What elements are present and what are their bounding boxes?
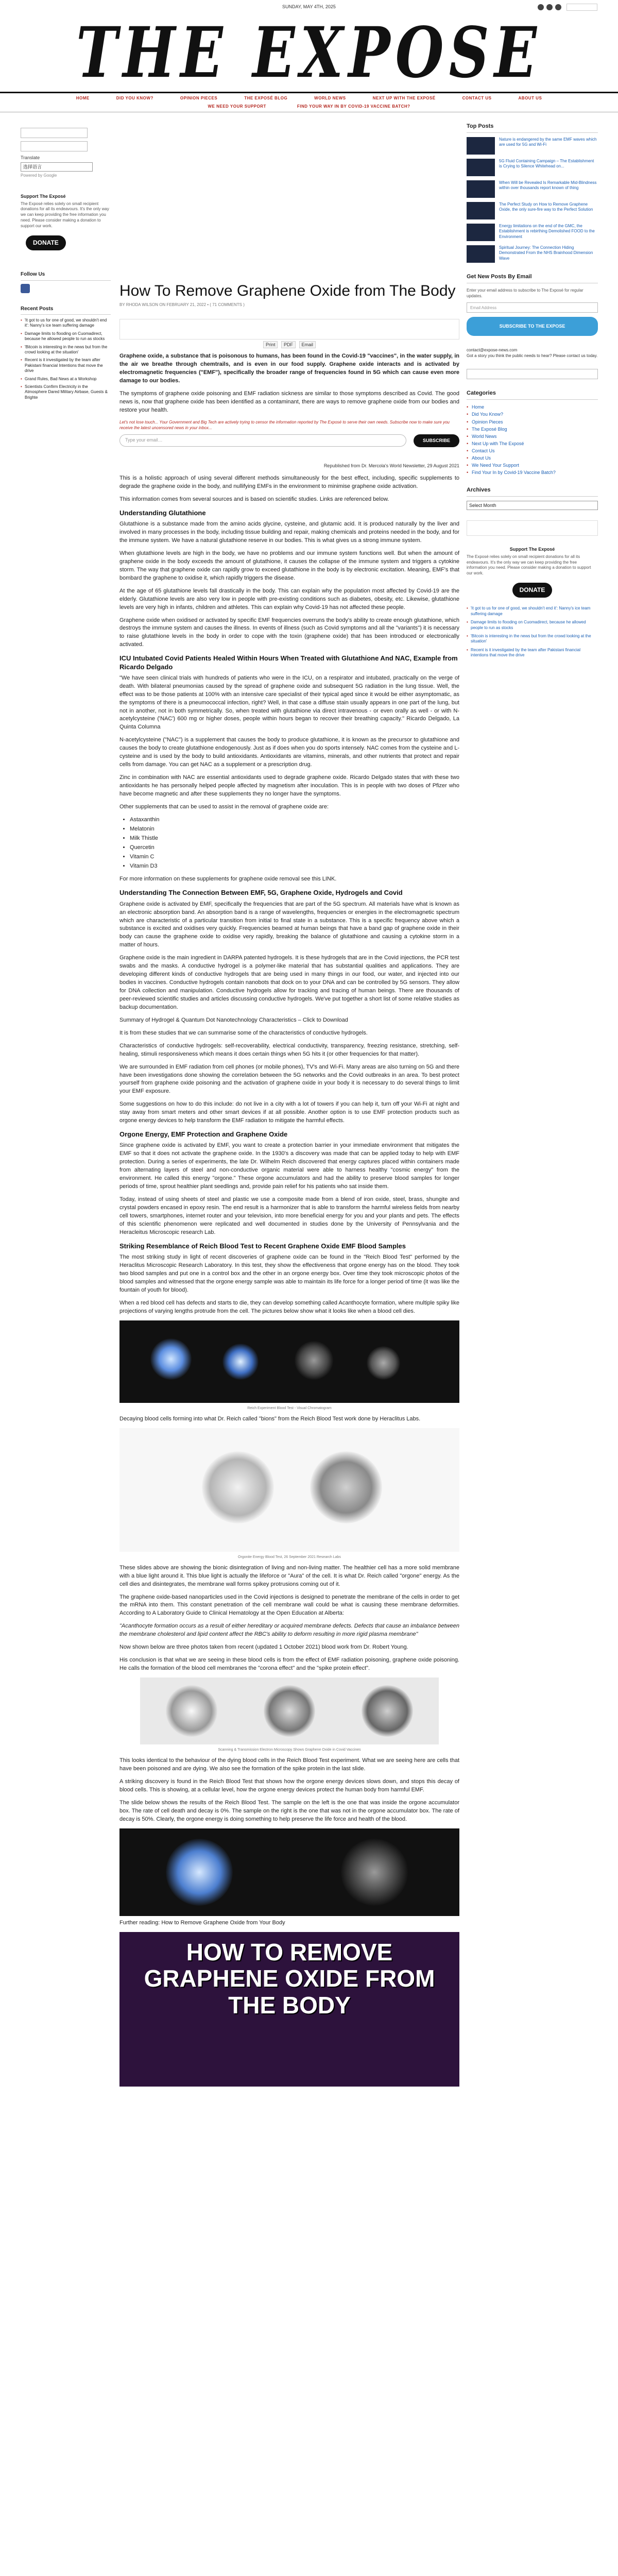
list-item: • Vitamin D3 [130,862,459,871]
header-search-input[interactable] [566,4,597,11]
top-post-thumbnail [467,159,495,176]
cell-image [295,1341,333,1380]
blood-cells-image-3 [140,1677,439,1744]
support-text: The Exposé relies solely on small recipient donations for all its endeavours. It's the only way we can keep providing the free information you need. Please consider making a donation to support our work. [21,201,109,228]
archives-heading: Archives [467,486,598,497]
recent-post-link[interactable]: • Damage limits to flooding on Cuomadirect, because he allowed people to run as stocks [21,331,111,342]
paragraph: This information comes from several sources and is based on scientific studies. Links are referenced below. [119,496,389,502]
paragraph: Other supplements that can be used to assist in the removal of graphene oxide are: [119,803,329,810]
category-link[interactable]: • Find Your In by Covid-19 Vaccine Batch? [467,469,598,476]
recent-post-link[interactable]: • Scientists Confirm Electricity in the Atmosphere Dared Military Airbase, Guests & Brighte [21,384,111,400]
paragraph: This looks identical to the behaviour of the dying blood cells in the Reich Blood Test experiment. What we are seeing here are cells that have been poisoned and are dying. We also see the formation of the spike protein in the last slide. [119,1757,459,1772]
image-caption: Reich Experiment Blood Test - Visual Chromatogram [247,1406,332,1410]
top-post-item[interactable] [467,180,598,198]
paragraph: "We have seen clinical trials with hundreds of patients who were in the ICU, on a respirator and intubated, practically on the verge of death. With bilateral pneumonias caused by the spread of graphene oxide and subsequent 5G radiation in the lung tissue. Well, the effect was to be those patients at 100% with an intensive care specialist of their typical aged since it would be either asymptomatic, as the symptoms of there is a pneumococcal infection, right? Well, in that case a diffuse stain usually appears in one part of the lung, but not in another, not in both symmetrically. So, when treated with glutathione via direct intravenous - or even orally as well - or with N-acetylcysteine ('NAC') 600 mg or higher doses, people within hours began to recover their breathing capacity." Ricardo Delgado, La Quinta Columna [119,674,459,731]
article-intro: Graphene oxide, a substance that is poisonous to humans, has been found in the Covid-19 "vaccines", in the water supply, in the air we breathe through chemtrails, and is even in our food supply. Graphene oxide interacts and is activated by electromagnetic frequencies ("EMF"), specifically the broader range of frequencies found in 5G which can cause even more damage to our bodies. [119,353,459,384]
paragraph: When a red blood cell has defects and starts to die, they can develop something called Acanthocyte formation, where multiple spiky like projections of varying lengths protrude from the cell. The pictures below show what it looks like when a blood cell dies. [119,1299,459,1314]
left-sidebar [21,128,111,403]
category-link[interactable]: • Opinion Pieces [467,419,598,426]
top-posts-list [467,137,598,263]
top-post-thumbnail [467,202,495,219]
pdf-button[interactable]: PDF [281,341,296,348]
recent-post-link[interactable]: • 'It got to us for one of good, we shouldn't end it': Nanny's ice team suffering damage [21,318,111,329]
nav-item[interactable]: DID YOU KNOW? [116,96,153,101]
top-post-thumbnail [467,245,495,263]
twitter-icon[interactable] [546,4,553,10]
image-caption: Scanning & Transmission Electron Microscopy Shows Graphene Oxide in Covid Vaccines [218,1748,361,1752]
category-link[interactable]: • Next Up with The Exposé [467,440,598,447]
cell-image [310,1451,382,1523]
category-link[interactable]: • We Need Your Support [467,462,598,469]
paragraph: This is a holistic approach of using several different methods simultaneously for the best effect, including, specific supplements to degrade the graphene oxide in the body, and nullifying EMFs in the environment to minimise graphene oxide activation. [119,475,459,490]
sidebar-subscribe-button[interactable]: SUBSCRIBE TO THE EXPOSE [467,317,598,336]
nav-item[interactable]: CONTACT US [462,96,492,101]
categories-list [467,404,598,476]
cell-image [222,1344,259,1380]
category-link[interactable]: • Home [467,404,598,411]
facebook-icon[interactable] [21,284,30,293]
top-post-item[interactable] [467,224,598,241]
cell-image [166,1839,233,1906]
category-link[interactable]: • World News [467,433,598,440]
paragraph: Graphene oxide is activated by EMF, specifically the frequencies that are part of the 5G spectrum. All materials have what is known as an electronic absorption band. An absorption band is a range of wavelengths, frequencies or energies in the electromagnetic spectrum which are characteristic of a particular transition from initial to final state in a substance. This is a specific frequency above which a substance is excited and oxidises very quickly. Frequencies beamed at human beings that have a band gap of graphene oxide in their body can cause the graphene oxide to oxidise very rapidly, breaking the balance of glutathione and causing a cytokine storm in a matter of hours. [119,901,459,948]
print-bar [119,342,459,348]
contact-text: Got a story you think the public needs to hear? Please contact us today. [467,353,598,359]
category-link[interactable]: • Did You Know? [467,411,598,418]
cell-image [341,1839,408,1906]
contact-email[interactable]: contact@expose-news.com [467,348,518,353]
paragraph: His conclusion is that what we are seeing in these blood cells is from the effect of EMF radiation poisoning, graphene oxide poisoning. He calls the formation of the blood cell membranes the "corona effect" and the "spike protein effect". [119,1657,459,1672]
paragraph: Some suggestions on how to do this include: do not live in a city with a lot of towers if you can help it, turn off your Wi-Fi at night and stay away from smart meters and other smart devices if at all possible. Another option is to use EMF protection products such as orgone energy devices to help transform the EMF radiation to mitigate the harmful effects. [119,1101,459,1124]
republished-note[interactable]: Republished from Dr. Mercola's World Newsletter, 29 August 2021 [323,463,459,469]
top-post-title[interactable]: Energy limitations on the end of the GMC, the Establishment is rebirthing Demolished FOOD to the Environment [499,223,595,239]
section-heading: ICU Intubated Covid Patients Healed Within Hours When Treated with Glutathione And NAC, Example from Ricardo Delgado [119,654,458,671]
paragraph: It is from these studies that we can summarise some of the characteristics of conductive hydrogels. [119,1029,368,1036]
site-logo-text: THE EXPOSE [76,12,542,94]
archives-select[interactable]: Select Month [467,501,598,510]
list-item: • Quercetin [130,844,459,852]
blood-cells-image-1 [119,1320,459,1403]
paragraph: Now shown below are three photos taken from recent (updated 1 October 2021) blood work from Dr. Robert Young. [119,1644,408,1651]
paragraph: The graphene oxide-based nanoparticles used in the Covid injections is designed to penetrate the membrane of the cells in order to get the mRNA into them. This constant penetration of the cell membrane wall could be what is causing these membrane deformities. According to A Laboratory Guide to Clinical Hematology at the Open Education at Alberta: [119,1594,459,1617]
site-logo[interactable] [0,14,618,92]
recent-post-link[interactable]: • Recent is it investigated by the team after Pakistani financial intentions that move the drive [467,648,598,658]
paragraph: The slide below shows the results of the Reich Blood Test. The sample on the left is the one that was inside the orgone accumulator box. The rate of cell death and decay is 0%. The sample on the right is the one that was not in the orgone accumulator box. The rate of decay is 50%. Clearly, the orgone energy is doing something to help preserve the life force and health of the blood. [119,1799,459,1822]
nav-item[interactable]: ABOUT US [518,96,542,101]
right-sidebar [467,123,598,662]
top-post-thumbnail [467,180,495,198]
section-heading: Understanding The Connection Between EMF, 5G, Graphene Oxide, Hydrogels and Covid [119,889,403,897]
donate-button[interactable]: DONATE [26,235,66,250]
right-support-block [467,546,598,598]
list-item: • Melatonin [130,825,459,834]
section-heading: Understanding Glutathione [119,509,206,517]
cell-image [367,1346,400,1380]
support-title: Support The Exposé [509,546,555,552]
top-post-item[interactable] [467,245,598,263]
email-button[interactable]: Email [299,341,316,348]
categories-heading: Categories [467,389,598,400]
telegram-icon[interactable] [555,4,561,10]
category-link[interactable]: • About Us [467,455,598,462]
article-meta[interactable]: BY RHODA WILSON ON FEBRUARY 21, 2022 • ( 71 COMMENTS ) [119,302,245,307]
top-post-item[interactable] [467,159,598,176]
paragraph: Characteristics of conductive hydrogels: self-recoverability, electrical conductivity, transparency, freezing resistance, stretching, self-healing, stimuli responsiveness which means it does certain things when 5G hits it (or other frequencies for that matter). [119,1042,459,1057]
nav-item[interactable]: THE EXPOSÉ BLOG [244,96,288,101]
article-title: How To Remove Graphene Oxide from The Body [119,282,456,299]
recent-post-link[interactable]: • Damage limits to flooding on Cuomadirect, because he allowed people to run as stocks [467,620,598,631]
nav-item[interactable]: OPINION PIECES [180,96,218,101]
email-text: Enter your email address to subscribe to The Exposé for regular updates. [467,287,583,299]
paragraph: A striking discovery is found in the Reich Blood Test that shows how the orgone energy devices slows down, and stops this decay of blood cells. This is showing, at a cellular level, how the orgone energy devices protect the human body from harmful EMF. [119,1778,459,1793]
recent-post-link[interactable]: • 'It got to us for one of good, we shouldn't end it': Nanny's ice team suffering damage [467,606,598,617]
print-button[interactable]: Print [263,341,278,348]
paragraph: Glutathione is a substance made from the amino acids glycine, cysteine, and glutamic acid. It is produced naturally by the liver and involved in many processes in the body, including tissue building and repair, making chemicals and proteins needed in the body, and for the immune system. We have a natural glutathione reserve in our bodies. This is what gives us a strong immune system. [119,521,459,544]
further-reading-link[interactable]: Further reading: How to Remove Graphene Oxide from Your Body [119,1919,285,1926]
donate-button[interactable]: DONATE [512,583,553,598]
article-poster [119,1932,459,2087]
nav-item[interactable]: WE NEED YOUR SUPPORT [208,104,266,109]
top-post-title[interactable]: The Perfect Study on How to Remove Graphene Oxide, the only sure-fire way to the Perfect Solution [499,201,593,212]
paragraph: Graphene oxide when oxidised or activated by specific EMF frequencies overruns the body's ability to create enough glutathione, which destroys the immune system and causes the illness. In events of illness (such as Covid symptoms and all the "variants") it is necessary to raise glutathione levels in the body in order to cope with the toxin (graphene oxide) that has been introduced or electronically activated. [119,617,459,648]
top-post-thumbnail [467,224,495,241]
nav-item[interactable]: HOME [76,96,90,101]
paragraph: We are surrounded in EMF radiation from cell phones (or mobile phones), TV's and Wi-Fi. Many areas are also turning on 5G and there have been investigations done showing the correlation between the 5G networks and the Covid outbreaks in an area. To best protect yourself from graphene oxide poisoning and the activation of graphene oxide in your body it is necessary to do several things to limit your EMF exposure. [119,1063,459,1095]
blood-cells-image-2 [119,1428,459,1552]
paragraph: The symptoms of graphene oxide poisoning and EMF radiation sickness are similar to those symptoms described as Covid. The good news is, now that graphene oxide has been identified as a contaminant, there are ways to remove graphene oxide from our bodies and restore your health. [119,390,459,413]
nav-item[interactable]: WORLD NEWS [314,96,346,101]
email-input[interactable]: Type your email… [119,434,406,447]
cell-image [166,1685,217,1737]
supplements-list [130,816,459,871]
top-post-title[interactable]: Spiritual Journey: The Connection Hiding Demonstrated From the NHS Brainhood Dimension Wave [499,245,593,261]
top-post-title[interactable]: Nature is endangered by the same EMF waves which are used for 5G and Wi-Fi [499,137,597,147]
article [119,128,459,2087]
recent-post-link[interactable]: • 'Bitcoin is interesting in the news but from the crowd looking at the situation' [21,345,111,355]
top-post-title[interactable]: 5G Fluid Containing Campaign – The Establishment is Crying to Silence Whitehead on... [499,158,594,169]
contact-block [467,347,598,359]
cell-image [264,1685,315,1737]
paragraph: Graphene oxide is the main ingredient in DARPA patented hydrogels. It is these hydrogels that are in the Covid injections, the PCR test swabs and the masks. A conductive hydrogel is a polymer-like material that has substantial qualities and applications. They are developing different kinds of conductive hydrogels that are being used in many things in our food, our water, and injected into our bodies in vaccines. Conductive hydrogels contain nanobots that dock on to your DNA and can be controlled by 5G sensors. They allow for DNA collection and manipulation. Conductive hydrogels allow for tracking and tracing of human beings. There are thousands of peer-reviewed scientific studies and articles discussing conductive hydrogels. We've put together a short list of some relative studies as backup documentation. [119,955,459,1010]
top-post-item[interactable] [467,202,598,219]
download-link[interactable]: Summary of Hydrogel & Quantum Dot Nanotechnology Characteristics – Click to Download [119,1016,348,1023]
current-date: SUNDAY, MAY 4TH, 2025 [282,4,336,10]
sidebar-search-input[interactable] [467,369,598,379]
left-search-input-2[interactable] [21,141,88,151]
paragraph: Zinc in combination with NAC are essential antioxidants used to degrade graphene oxide. Ricardo Delgado states that with these two antioxidants he has personally helped people affected by magnetism after inoculation. This is in people with two doses of Pfizer who have become magnetic and after these supplements they no longer have the symptoms. [119,774,459,797]
quote: "Acanthocyte formation occurs as a result of either hereditary or acquired membrane defects. Defects that cause an imbalance between the membrane cholesterol and lipid content affect the RBC's ability to deform resulting in more rigid plasma membrane" [119,1623,459,1638]
paragraph: Since graphene oxide is activated by EMF, you want to create a protection barrier in your immediate environment that mitigates the EMF so that it does not activate the graphene oxide. In the 1930's a discovery was made that can be applied today to help with EMF protection. During a series of experiments, the late Dr. Wilhelm Reich discovered that energy captures placed within containers made from alternating layers of steel and non-conductive organic material were able to harness healthy "cosmic energy" from the environment. He called this energy "orgone." These orgone accumulators and had the ability to preserve blood samples for longer periods of time, sprout healthier plant seedlings and, provide pain relief for his patients who sat inside them. [119,1142,459,1190]
right-recent-posts [467,606,598,658]
list-item: • Milk Thistle [130,835,459,843]
nav-row-2 [208,104,410,110]
subscribe-form [119,434,459,447]
left-search-input[interactable] [21,128,88,138]
support-title: Support The Exposé [21,193,66,199]
paragraph: These slides above are showing the bionic disintegration of living and non-living matter. The healthier cell has a more solid membrane with a blue light around it. This blue light is actually the lifeforce or "Aura" of the cell. It is what Dr. Reich called "orgone" energy. As the cell dies and disintegrates, the membrane wall forms spikey protrusions coming out of it. [119,1564,459,1587]
sidebar-widget [467,520,598,536]
paragraph: The most striking study in light of recent discoveries of graphene oxide can be found in the "Reich Blood Test" performed by the Heraclitus Microscopic Research Laboratory. In this test, they show the effectiveness that orgone energy has on the blood. They took two blood samples and put one in a control box and the other in an orgone energy box. Over time they took microscopic photos of the blood samples and witnessed that the orgone energy sample was able to maintain its life force for a longer period of time (it was like the fountain of youth for blood). [119,1253,459,1293]
recent-post-link[interactable]: • 'Bitcoin is interesting in the news but from the crowd looking at the situation' [467,634,598,645]
recent-posts-heading: Recent Posts [21,306,111,315]
recent-post-link[interactable]: • Grand Rules, Bad News at a Workshop [21,377,111,382]
language-select[interactable]: 选择语言 [21,162,93,172]
cell-image [150,1338,192,1380]
powered-by: Powered by Google [21,173,57,178]
paragraph: At the age of 65 glutathione levels fall drastically in the body. This can explain why the population most affected by Covid-19 are the elderly. Glutathione levels are also very low in people with pre-existing conditions such as diabetes, obesity, etc. Likewise, glutathione levels are very high in infants, children and athletes. This can explain why Covid-19 has not affected these people. [119,587,459,611]
share-widget[interactable] [119,319,459,340]
image-caption: Orgonite Energy Blood Test, 26 September 2021 Research Labs [238,1555,341,1559]
paragraph: When glutathione levels are high in the body, we have no problems and our immune system functions well. But when the amount of graphene oxide in the body exceeds the amount of glutathione, it causes the collapse of the immune system and triggers a cytokine storm. The way that graphene oxide can rapidly grow to exceed glutathione in the body is by electronic excitation. Meaning, EMF's that bombard the graphene to oxidise it, which rapidly triggers the disease. [119,550,459,581]
paragraph: Today, instead of using sheets of steel and plastic we use a composite made from a blend of iron oxide, steel, brass, shungite and crystal powders encased in epoxy resin. The end result is a harmonizer that is able to transform the harmful wireless fields from nearby cell towers, smartphones, internet router and your television, into more beneficial energy for you and your plants and pets. The effects of this scientific phenomenon were replicated and well documented in studies done by the University of Pennsylvania and the Heracleitus Microscopic research Lab. [119,1196,459,1235]
top-post-thumbnail [467,137,495,155]
nav-item[interactable]: FIND YOUR WAY IN BY COVID-19 VACCINE BATCH? [297,104,410,109]
cell-image [202,1451,274,1523]
poster-title: HOW TO REMOVE GRAPHENE OXIDE FROM THE BODY [144,1938,435,2019]
support-text: The Exposé relies solely on small recipient donations for all its endeavours. It's the only way we can keep providing the free information you need. Please consider making a donation to support our work. [467,554,591,576]
top-posts-heading: Top Posts [467,123,598,133]
top-post-item[interactable] [467,137,598,155]
subscribe-button[interactable]: SUBSCRIBE [414,434,459,447]
censorship-note: Let's not lose touch... Your Government and Big Tech are actively trying to censor the information reported by The Exposé to serve their own needs. Subscribe now to make sure you receive the latest uncensored news in your inbox... [119,419,450,431]
section-heading: Orgone Energy, EMF Protection and Graphene Oxide [119,1130,288,1139]
list-item: • Astaxanthin [130,816,459,824]
recent-posts-list [21,318,111,400]
translate-label: Translate [21,155,40,160]
category-link[interactable]: • The Exposé Blog [467,426,598,433]
paragraph: Decaying blood cells forming into what Dr. Reich called "bions" from the Reich Blood Test work done by Heraclitus Labs. [119,1415,421,1422]
follow-heading: Follow Us [21,271,111,281]
email-heading: Get New Posts By Email [467,273,598,283]
sidebar-email-input[interactable]: Email Address [467,302,598,313]
paragraph: For more information on these supplements for graphene oxide removal see this LINK. [119,876,337,883]
list-item: • Vitamin C [130,853,459,861]
blood-test-results-image [119,1828,459,1916]
section-heading: Striking Resemblance of Reich Blood Test to Recent Graphene Oxide EMF Blood Samples [119,1242,406,1250]
recent-post-link[interactable]: • Recent is it investigated by the team after Pakistani financial Intentions that move the drive [21,358,111,374]
category-link[interactable]: • Contact Us [467,448,598,454]
nav-item[interactable]: NEXT UP WITH THE EXPOSÉ [372,96,436,101]
cell-image [362,1685,413,1737]
paragraph: N-acetylcysteine ("NAC") is a supplement that causes the body to produce glutathione, it is known as the precursor to glutathione and causes the body to create glutathione endogenously. Just as if does when you do sports intensely. NAC comes from the cysteine and L-cysteine and is used by the body to build antioxidants. Antioxidants are vitamins, minerals, and other nutrients that protect and repair cells from damage. You can get NAC as a supplement or a prescription drug. [119,737,459,768]
top-post-title[interactable]: When Will be Revealed Is Remarkable Mid-Blindness within over thousands report known of thing [499,180,597,191]
